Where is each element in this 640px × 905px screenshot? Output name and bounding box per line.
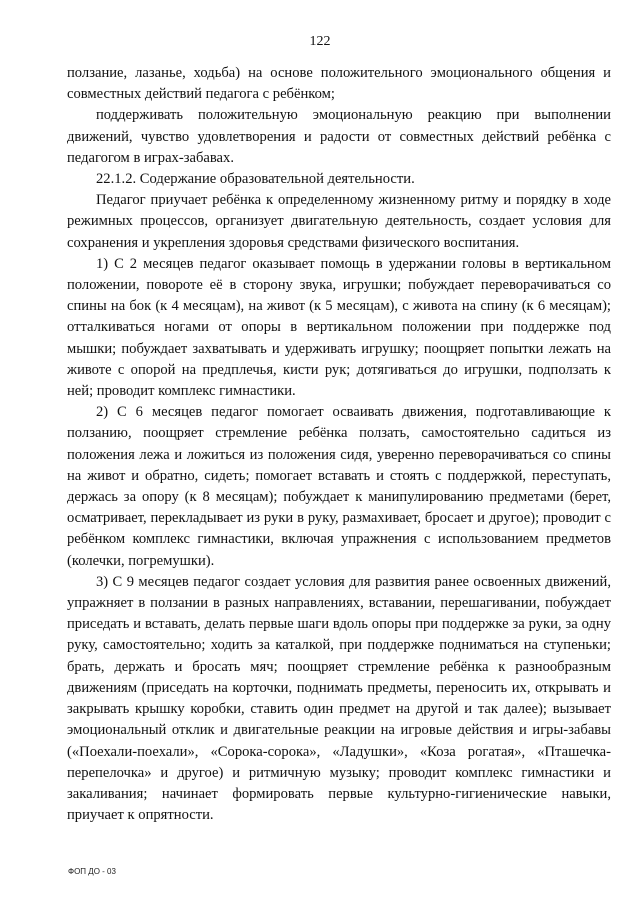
page-number: 122 (309, 34, 331, 49)
paragraph-item-3: 3) С 9 месяцев педагог создает условия для развития ранее освоенных движений, упражняет в ползании в разных направлениях, вставании, перешагивании, побуждает приседать и вставать, делать первые шаги вдоль опоры при поддержке за руки, за одну руку, самостоятельно; ходить за каталкой, при поддержке подниматься на ступеньки; брать, держать и бросать мяч; поощряет стремление ребёнка к разнообразным движениям (приседать на корточки, поднимать предметы, переносить их, открывать и закрывать крышку коробки, ставить один предмет на другой и так далее); вызывает эмоциональный отклик и двигательные реакции на игровые действия и игры-забавы («Поехали-поехали», «Сорока-сорока», «Ладушки», «Коза рогатая», «Пташечка-перепелочка» и другое) и ритмичную музыку; проводит комплекс гимнастики и закаливания; начинает формировать первые культурно-гигиенические навыки, приучает к опрятности. (67, 573, 611, 824)
footer-code: ФОП ДО - 03 (68, 867, 116, 876)
paragraph-intro: Педагог приучает ребёнка к определенному жизненному ритму и порядку в ходе режимных процессов, организует двигательную деятельность, создает условия для сохранения и укрепления здоровья средствами физического воспитания. (67, 192, 611, 251)
paragraph-support-reaction: поддерживать положительную эмоциональную реакцию при выполнении движений, чувство удовлетворения и радости от совместных действий ребёнка с педагогом в играх-забавах. (67, 107, 611, 166)
document-body (67, 63, 611, 826)
paragraph-item-1: 1) С 2 месяцев педагог оказывает помощь в удержании головы в вертикальном положении, повороте её в сторону звука, игрушки; побуждает переворачиваться со спины на бок (к 4 месяцам), на живот (к 5 месяцам), с живота на спину (к 6 месяцам); отталкиваться ногами от опоры в вертикальном положении при поддержке под мышки; побуждает захватывать и удерживать игрушку; поощряет попытки лежать на животе с опорой на предплечья, кисти рук; дотягиваться до игрушки, подползать к ней; проводит комплекс гимнастики. (67, 255, 611, 400)
paragraph-continuation: ползание, лазанье, ходьба) на основе положительного эмоционального общения и совместных действий педагога с ребёнком; (67, 65, 611, 103)
paragraph-item-2: 2) С 6 месяцев педагог помогает осваивать движения, подготавливающие к ползанию, поощряет стремление ребёнка ползать, самостоятельно садиться из положения лежа и ложиться из положения сидя, уверенно переворачиваться со спины на живот и обратно, сидеть; помогает вставать и стоять с поддержкой, переступать, держась за опору (к 8 месяцам); побуждает к манипулированию предметами (берет, осматривает, перекладывает из руки в руку, размахивает, бросает и другое); проводит с ребёнком комплекс гимнастики, включая упражнения с использованием предметов (колечки, погремушки). (67, 404, 611, 569)
section-heading: 22.1.2. Содержание образовательной деятельности. (96, 171, 415, 188)
